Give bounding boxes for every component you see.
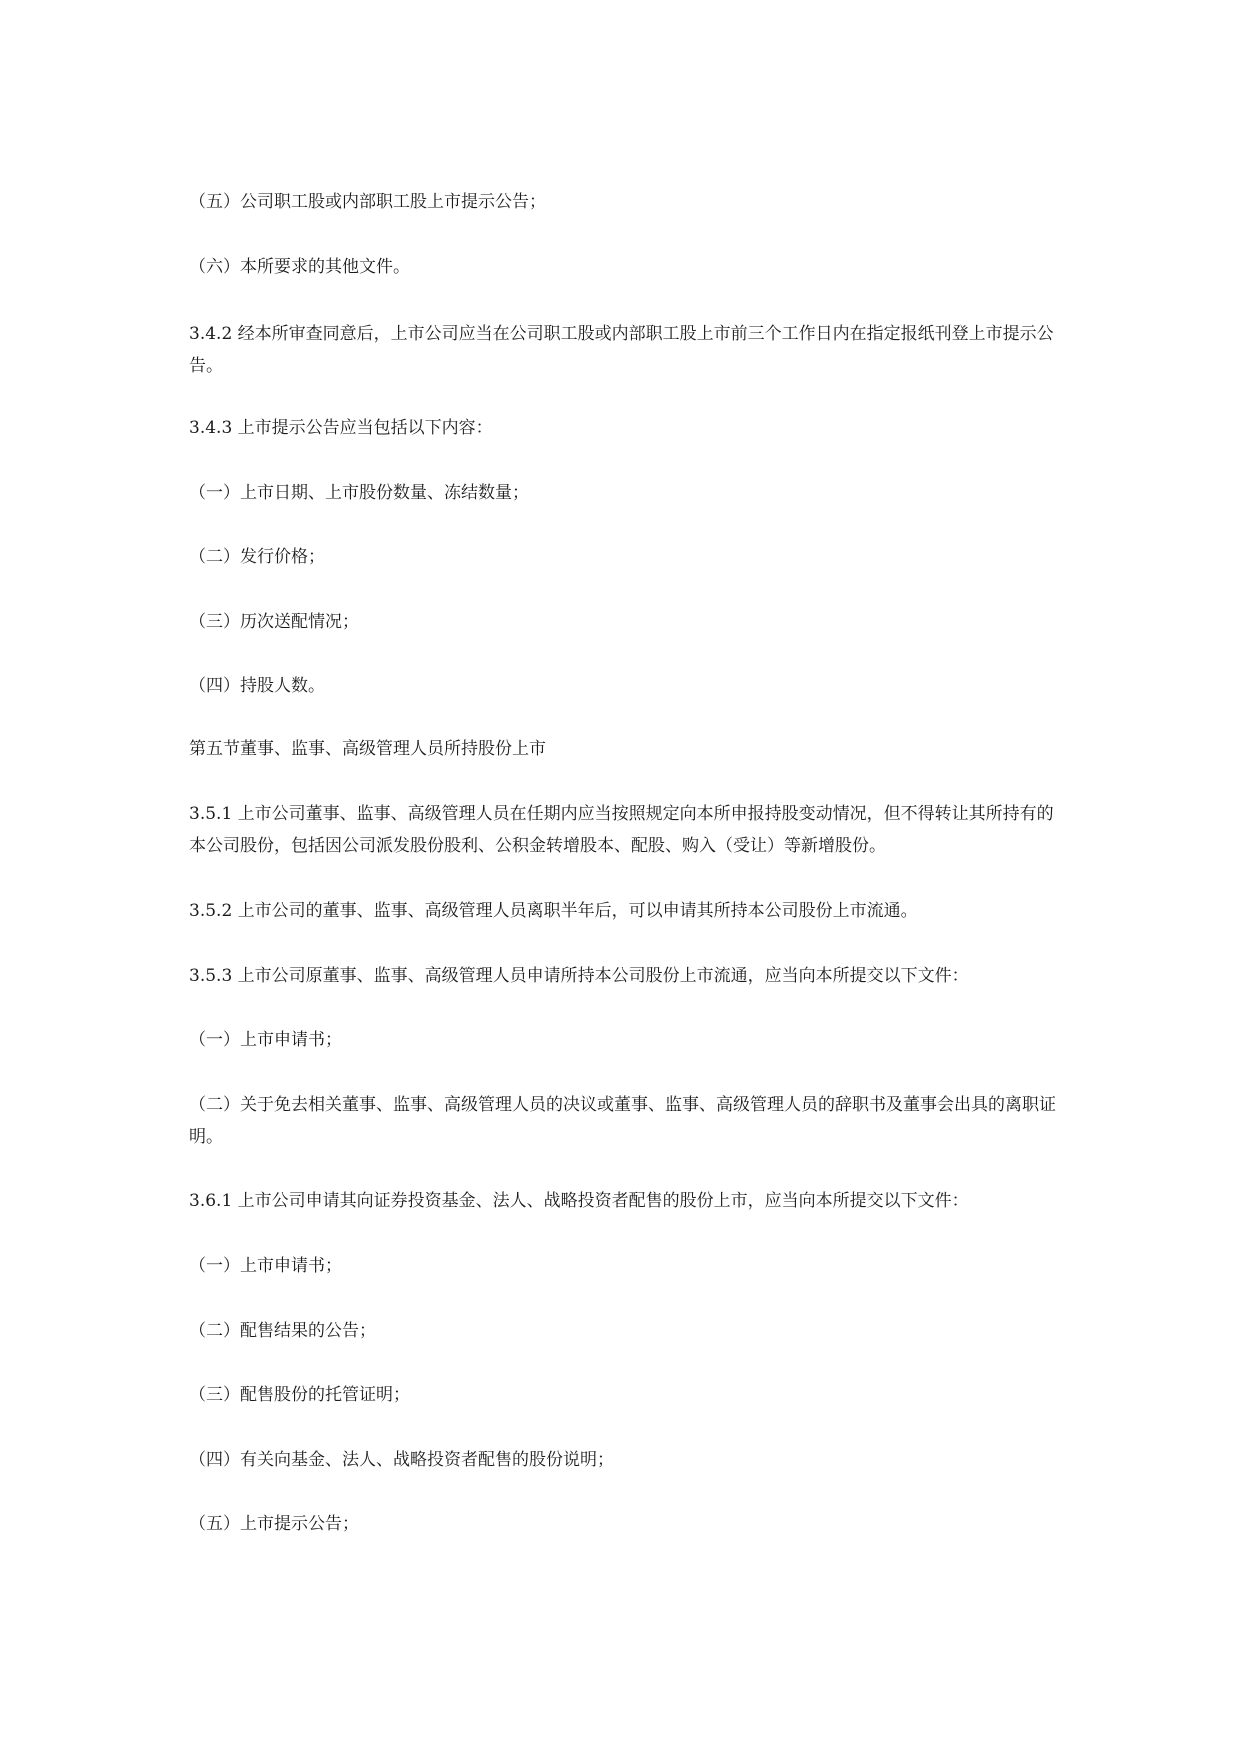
paragraph-item-4-placement-note: （四）有关向基金、法人、战略投资者配售的股份说明； (189, 1450, 614, 1470)
paragraph-3-5-2: 3.5.2 上市公司的董事、监事、高级管理人员离职半年后，可以申请其所持本公司股份上市流通。 (189, 901, 918, 921)
paragraph-3-6-1: 3.6.1 上市公司申请其向证券投资基金、法人、战略投资者配售的股份上市，应当向本所提交以下文件： (189, 1191, 969, 1211)
paragraph-item-1-listing-date: （一）上市日期、上市股份数量、冻结数量； (189, 483, 529, 503)
paragraph-item-4-holders: （四）持股人数。 (189, 676, 325, 696)
paragraph-item-3-custody: （三）配售股份的托管证明； (189, 1385, 410, 1405)
paragraph-item-1-application: （一）上市申请书； (189, 1030, 342, 1050)
paragraph-item-5-listing-notice: （五）上市提示公告； (189, 1514, 359, 1534)
paragraph-3-4-3: 3.4.3 上市提示公告应当包括以下内容： (189, 418, 493, 438)
paragraph-item-2-resolution: （二）关于免去相关董事、监事、高级管理人员的决议或董事、监事、高级管理人员的辞职书及董事会出具的离职证明。 (189, 1095, 1056, 1147)
paragraph-3-4-2: 3.4.2 经本所审查同意后，上市公司应当在公司职工股或内部职工股上市前三个工作日内在指定报纸刊登上市提示公告。 (189, 324, 1054, 376)
paragraph-3-5-3: 3.5.3 上市公司原董事、监事、高级管理人员申请所持本公司股份上市流通，应当向本所提交以下文件： (189, 966, 969, 986)
paragraph-item-2-placement-result: （二）配售结果的公告； (189, 1321, 376, 1341)
paragraph-item-5-announcement: （五）公司职工股或内部职工股上市提示公告； (189, 192, 546, 212)
section-heading-5: 第五节董事、监事、高级管理人员所持股份上市 (189, 739, 546, 759)
paragraph-item-1-application-2: （一）上市申请书； (189, 1256, 342, 1276)
paragraph-3-5-1: 3.5.1 上市公司董事、监事、高级管理人员在任期内应当按照规定向本所申报持股变动情况，但不得转让其所持有的本公司股份，包括因公司派发股份股利、公积金转增股本、配股、购入（受让）等新增股份。 (189, 804, 1054, 856)
paragraph-item-3-distribution: （三）历次送配情况； (189, 612, 359, 632)
paragraph-item-2-price: （二）发行价格； (189, 547, 325, 567)
paragraph-item-6-other-files: （六）本所要求的其他文件。 (189, 257, 410, 277)
